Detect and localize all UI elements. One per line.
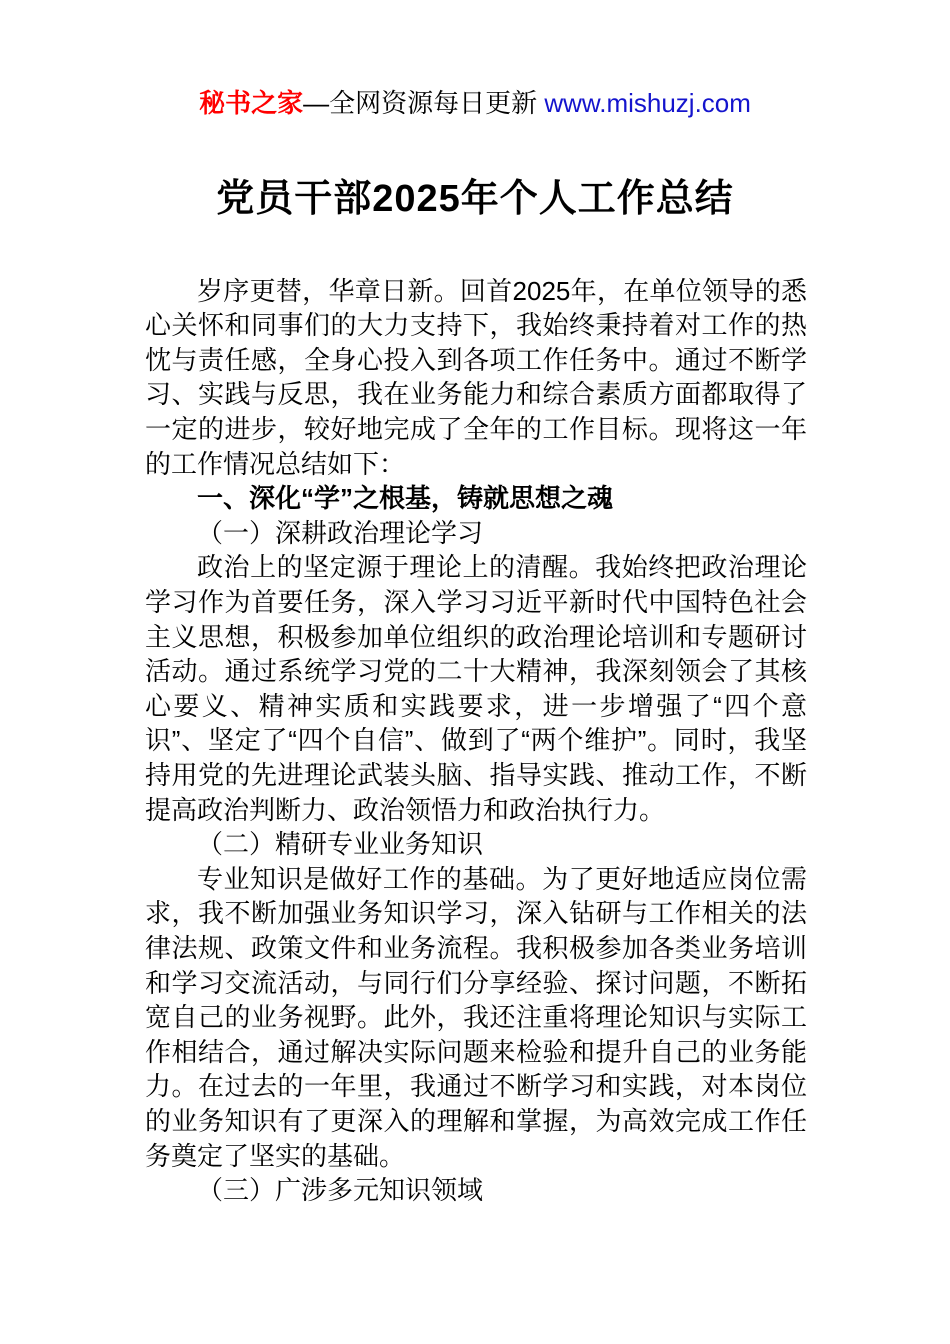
header-tagline: —全网资源每日更新: [303, 88, 545, 118]
header-url-link[interactable]: www.mishuzj.com: [544, 88, 751, 118]
brand-text: 秘书之家: [199, 88, 304, 118]
site-header: [0, 0, 950, 119]
intro-paragraph: 岁序更替，华章日新。回首2025年，在单位领导的悉心关怀和同事们的大力支持下，我始终秉持着对工作的热忱与责任感，全身心投入到各项工作任务中。通过不断学习、实践与反思，我在业务能力和综合素质方面都取得了一定的进步，较好地完成了全年的工作目标。现将这一年的工作情况总结如下：: [145, 275, 807, 479]
subsection-heading-1-1: （一）深耕政治理论学习: [197, 517, 484, 548]
page-title: 党员干部2025年个人工作总结: [216, 178, 734, 221]
body-paragraph-1-2: 专业知识是做好工作的基础。为了更好地适应岗位需求，我不断加强业务知识学习，深入钻研与工作相关的法律法规、政策文件和业务流程。我积极参加各类业务培训和学习交流活动，与同行们分享经验、探讨问题，不断拓宽自己的业务视野。此外，我还注重将理论知识与实际工作相结合，通过解决实际问题来检验和提升自己的业务能力。在过去的一年里，我通过不断学习和实践，对本岗位的业务知识有了更深入的理解和掌握，为高效完成工作任务奠定了坚实的基础。: [145, 863, 807, 1171]
subsection-heading-1-2: （二）精研专业业务知识: [197, 829, 484, 860]
document-body: [145, 274, 807, 1208]
body-paragraph-1-1: 政治上的坚定源于理论上的清醒。我始终把政治理论学习作为首要任务，深入学习习近平新时代中国特色社会主义思想，积极参加单位组织的政治理论培训和专题研讨活动。通过系统学习党的二十大精神，我深刻领会了其核心要义、精神实质和实践要求，进一步增强了“四个意识”、坚定了“四个自信”、做到了“两个维护”。同时，我坚持用党的先进理论武装头脑、指导实践、推动工作，不断提高政治判断力、政治领悟力和政治执行力。: [145, 552, 807, 825]
subsection-heading-1-3: （三）广涉多元知识领域: [197, 1175, 484, 1206]
section-heading-1: 一、深化“学”之根基，铸就思想之魂: [197, 483, 614, 514]
